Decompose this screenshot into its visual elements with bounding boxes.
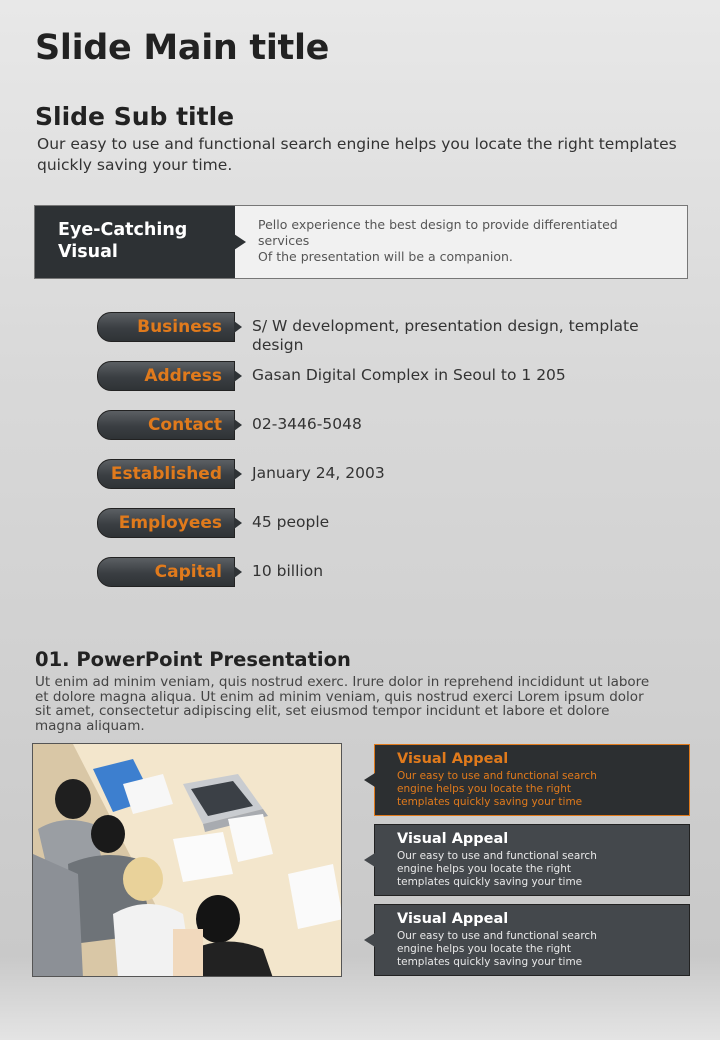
info-label-pill [97, 312, 235, 342]
info-row-contact [97, 410, 677, 440]
info-label-pill [97, 361, 235, 391]
info-label-pill [97, 410, 235, 440]
info-label: Employees [118, 513, 222, 533]
info-row-established [97, 459, 677, 489]
subtitle-description: Our easy to use and functional search engine helps you locate the right templates quickly saving your time. [37, 135, 677, 174]
info-row-address [97, 361, 677, 391]
feature-title: Visual Appeal [397, 831, 509, 847]
eye-catching-banner [34, 205, 688, 279]
info-value: January 24, 2003 [252, 464, 385, 482]
banner-text [258, 217, 658, 265]
feature-box-3 [374, 904, 690, 976]
info-value: 10 billion [252, 562, 324, 580]
feature-text: Our easy to use and functional search engine helps you locate the right templates quickly saving your time [397, 770, 597, 808]
banner-text-line2: Of the presentation will be a companion. [258, 249, 513, 264]
info-value: S/ W development, presentation design, template design [252, 317, 639, 354]
info-label: Address [144, 366, 222, 386]
info-label: Capital [154, 562, 222, 582]
feature-box-1 [374, 744, 690, 816]
banner-text-line1: Pello experience the best design to provide differentiated services [258, 217, 618, 248]
info-label-pill [97, 557, 235, 587]
banner-title [58, 219, 187, 263]
feature-title: Visual Appeal [397, 911, 509, 927]
info-value: Gasan Digital Complex in Seoul to 1 205 [252, 366, 566, 384]
feature-text: Our easy to use and functional search engine helps you locate the right templates quickly saving your time [397, 930, 597, 968]
info-row-employees [97, 508, 677, 538]
feature-text: Our easy to use and functional search engine helps you locate the right templates quickly saving your time [397, 850, 597, 888]
info-label: Established [110, 464, 222, 484]
info-row-capital [97, 557, 677, 587]
info-value: 02-3446-5048 [252, 415, 362, 433]
banner-label-block [35, 206, 235, 278]
banner-title-line2: Visual [58, 242, 118, 262]
page-title: Slide Main title [35, 28, 330, 68]
section-text: Ut enim ad minim veniam, quis nostrud exerc. Irure dolor in reprehend incididunt ut labore et dolore magna aliqua. Ut enim ad minim veniam, quis nostrud exerci Lorem ipsum dolor sit amet, consectetur adipiscing elit, set eiusmod tempor incidunt et labore et dolore magna aliquam. [35, 674, 650, 734]
feature-box-2 [374, 824, 690, 896]
page-subtitle: Slide Sub title [35, 102, 235, 131]
info-label: Contact [147, 415, 222, 435]
info-row-business [97, 312, 677, 354]
info-label-pill [97, 459, 235, 489]
info-label-pill [97, 508, 235, 538]
feature-title: Visual Appeal [397, 751, 509, 767]
section-title: 01. PowerPoint Presentation [35, 648, 351, 671]
info-value: 45 people [252, 513, 330, 531]
info-label: Business [137, 317, 222, 337]
banner-title-line1: Eye-Catching [58, 220, 188, 240]
meeting-illustration [33, 744, 342, 977]
business-meeting-photo [32, 743, 342, 977]
